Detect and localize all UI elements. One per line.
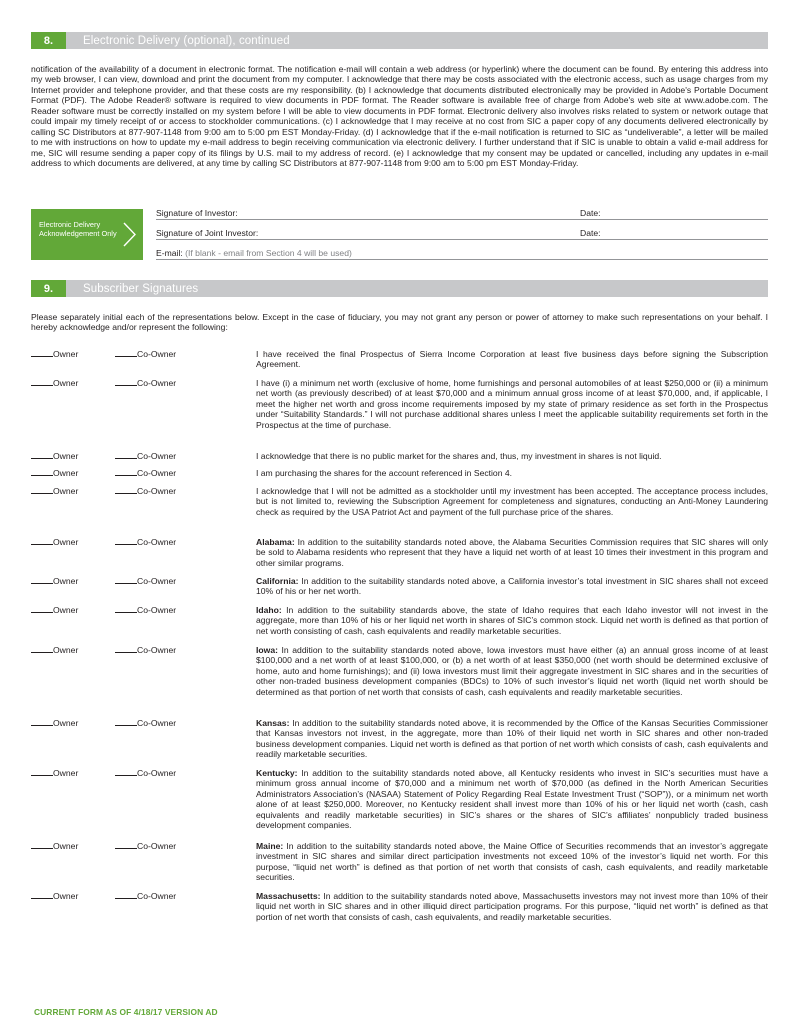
owner-initial-blank[interactable] (31, 768, 53, 776)
coowner-label: Co-Owner (137, 451, 177, 461)
representation-text (256, 349, 768, 370)
coowner-initial-blank[interactable] (115, 605, 137, 613)
representation-body: I acknowledge that there is no public market for the shares and, thus, my investment in shares is not liquid. (256, 451, 662, 461)
coowner-initial-field[interactable] (115, 378, 176, 388)
investor-date-label: Date: (580, 208, 601, 218)
owner-initial-field[interactable] (31, 349, 78, 359)
representation-text (256, 891, 768, 922)
coowner-initial-blank[interactable] (115, 768, 137, 776)
email-hint: (If blank - email from Section 4 will be used) (185, 248, 352, 258)
owner-initial-field[interactable] (31, 451, 78, 461)
coowner-initial-field[interactable] (115, 768, 176, 778)
section-9-header (31, 280, 768, 297)
coowner-initial-field[interactable] (115, 349, 176, 359)
owner-initial-blank[interactable] (31, 605, 53, 613)
state-name: California: (256, 576, 299, 586)
owner-initial-blank[interactable] (31, 891, 53, 899)
section-8-number: 8. (31, 32, 66, 49)
coowner-label: Co-Owner (137, 891, 177, 901)
representation-text (256, 841, 768, 883)
representation-text (256, 605, 768, 636)
owner-initial-field[interactable] (31, 378, 78, 388)
owner-initial-blank[interactable] (31, 486, 53, 494)
email-label: E-mail: (156, 248, 183, 258)
representation-body: In addition to the suitability standards noted above, Massachusetts investors may not invest more than 10% of their liquid net worth in SIC shares and in other illiquid direct participation programs. For this purpose, “liquid net worth” is defined as that portion of net worth that consists of cash, cash equivalents, and readily marketable securities. (256, 891, 769, 922)
owner-label: Owner (53, 768, 79, 778)
section-8-header (31, 32, 768, 49)
section-8-title: Electronic Delivery (optional), continued (83, 34, 290, 47)
joint-date-label: Date: (580, 228, 601, 238)
owner-label: Owner (53, 468, 79, 478)
coowner-label: Co-Owner (137, 841, 177, 851)
owner-initial-field[interactable] (31, 537, 78, 547)
owner-initial-blank[interactable] (31, 537, 53, 545)
state-name: Idaho: (256, 605, 282, 615)
representation-text (256, 576, 768, 597)
coowner-initial-field[interactable] (115, 537, 176, 547)
owner-initial-blank[interactable] (31, 468, 53, 476)
investor-signature-label: Signature of Investor: (156, 208, 238, 218)
coowner-initial-blank[interactable] (115, 841, 137, 849)
owner-initial-field[interactable] (31, 486, 78, 496)
coowner-initial-field[interactable] (115, 486, 176, 496)
coowner-initial-blank[interactable] (115, 645, 137, 653)
representation-body: In addition to the suitability standards noted above, Iowa investors must have either (a) an annual gross income of at least $100,000 and a net worth of at least $100,000, or (b) a net worth of at least $350,000 (net worth should be determined exclusive of home, auto and home furnishings); and (ii) Iowa investors must limit their aggregate investment in SIC shares and in the securities of other non-traded business development companies (BDCs) to 10% of such investor’s liquid net worth (liquid net worth should be determined as that portion of net worth that consists of cash, cash equivalents and readily marketable securities. (256, 645, 768, 697)
electronic-delivery-text: notification of the availability of a document in electronic format. The notification e-mail will contain a web address (or hyperlink) where the document can be found. By entering this address into my web browser, I can view, download and print the document from my computer. I acknowledge that there may be costs associated with the electronic access, such as usage charges from my Internet provider and telephone provider, and that these costs are my responsibility. (b) I acknowledge that documents distributed electronically may be provided in Adobe's Portable Document Format (PDF). The Adobe Reader® software is required to view documents in PDF format. The Reader software is available free of charge from Adobe's web site at www.adobe.com. The Reader software must be correctly installed on my system before I will be able to view documents in PDF format. Electronic delivery also involves risks related to system or network outage that could impair my timely receipt of or access to stockholder communications. (c) I acknowledge that I may receive at no cost from SIC a paper copy of any documents delivered electronically by calling SC Distributors at 877-907-1148 from 9:00 am to 5:00 pm EST Monday-Friday. (d) I acknowledge that if the e-mail notification is returned to SIC as “undeliverable”, a letter will be mailed to me with instructions on how to update my e-mail address to begin receiving communication via electronic delivery. I further understand that if SIC is unable to obtain a valid e-mail address for me, SIC will resume sending a paper copy of its filings by U.S. mail to my address of record. (e) I acknowledge that my consent may be updated or cancelled, including any updates in e-mail address to which documents are delivered, at any time by calling SC Distributors at 877-907-1148 from 9:00 am to 5:00 pm EST Monday-Friday. (31, 64, 768, 169)
section-9-title: Subscriber Signatures (83, 282, 199, 295)
owner-label: Owner (53, 537, 79, 547)
representation-body: I am purchasing the shares for the account referenced in Section 4. (256, 468, 513, 478)
representation-body: In addition to the suitability standards noted above, it is recommended by the Office of the Kansas Securities Commissioner that Kansas investors not invest, in the aggregate, more than 10% of their liquid net worth in SIC shares and other non-traded business development companies. Liquid net worth is defined as that portion of net worth which consists of cash, cash equivalents and readily marketable securities. (256, 718, 768, 760)
owner-initial-field[interactable] (31, 576, 78, 586)
state-name: Alabama: (256, 537, 295, 547)
joint-signature-label: Signature of Joint Investor: (156, 228, 259, 238)
representation-text (256, 768, 768, 831)
coowner-initial-field[interactable] (115, 605, 176, 615)
representation-body: I have received the final Prospectus of Sierra Income Corporation at least five business days before signing the Subscription Agreement. (256, 349, 768, 370)
coowner-initial-blank[interactable] (115, 718, 137, 726)
representation-text (256, 451, 768, 461)
joint-signature-line[interactable] (156, 228, 768, 240)
representation-body: In addition to the suitability standards above, the state of Idaho requires that each Idaho investor will not invest in the aggregate, more than 10% of his or her liquid net worth in shares of SIC’s common stock. Liquid net worth is defined as that portion of net worth consisting of cash, cash equivalents and readily marketable securities. (256, 605, 768, 636)
owner-label: Owner (53, 378, 79, 388)
coowner-initial-blank[interactable] (115, 891, 137, 899)
coowner-initial-blank[interactable] (115, 451, 137, 459)
coowner-label: Co-Owner (137, 486, 177, 496)
representation-body: In addition to the suitability standards noted above, the Alabama Securities Commission requires that SIC shares will only be sold to Alabama residents who represent that they have a liquid net worth of at least 10 times their investment in this program and other similar programs. (256, 537, 769, 568)
owner-label: Owner (53, 486, 79, 496)
owner-initial-blank[interactable] (31, 349, 53, 357)
section-9-number: 9. (31, 280, 66, 297)
coowner-initial-field[interactable] (115, 891, 176, 901)
investor-signature-line[interactable] (156, 208, 768, 220)
owner-initial-field[interactable] (31, 645, 78, 655)
owner-initial-field[interactable] (31, 718, 78, 728)
representation-body: In addition to the suitability standards noted above, a California investor’s total investment in SIC shares shall not exceed 10% of his or her net worth. (256, 576, 769, 597)
owner-initial-blank[interactable] (31, 378, 53, 386)
coowner-label: Co-Owner (137, 468, 177, 478)
coowner-initial-blank[interactable] (115, 537, 137, 545)
owner-label: Owner (53, 718, 79, 728)
representation-body: In addition to the suitability standards noted above, all Kentucky residents who invest in SIC’s securities must have a minimum gross annual income of $70,000 and a minimum net worth of $70,000 (as defined in the North American Securities Administrators Association’s (NASAA) Statement of Policy Regarding Real Estate Investment Trust (“SOP”)), or a minimum net worth alone of at least $250,000. Moreover, no Kentucky resident shall invest more than 10% of his or her liquid net worth (cash, cash equivalents and readily marketable securities) in SIC’s shares or the shares of SIC’s affiliates’ nonpublicly traded business development companies. (256, 768, 768, 831)
representation-text (256, 378, 768, 430)
coowner-initial-blank[interactable] (115, 378, 137, 386)
coowner-label: Co-Owner (137, 645, 177, 655)
owner-initial-field[interactable] (31, 768, 78, 778)
representation-text (256, 468, 768, 478)
chevron-right-icon (121, 221, 138, 248)
email-line[interactable] (156, 248, 768, 260)
coowner-initial-field[interactable] (115, 468, 176, 478)
acknowledgement-label: Electronic Delivery Acknowledgement Only (39, 220, 117, 238)
coowner-label: Co-Owner (137, 576, 177, 586)
owner-initial-field[interactable] (31, 468, 78, 478)
owner-initial-field[interactable] (31, 891, 78, 901)
representation-body: In addition to the suitability standards noted above, the Maine Office of Securities recommends that an investor’s aggregate investment in SIC shares and similar direct participation investments not exceed 10% of the investor’s liquid net worth. For this purpose, “liquid net worth” is defined as that portion of net worth that consists of cash, cash equivalents, and readily marketable securities. (256, 841, 768, 883)
owner-label: Owner (53, 891, 79, 901)
coowner-initial-field[interactable] (115, 841, 176, 851)
owner-label: Owner (53, 576, 79, 586)
owner-initial-field[interactable] (31, 841, 78, 851)
owner-initial-blank[interactable] (31, 576, 53, 584)
owner-label: Owner (53, 645, 79, 655)
representation-body: I have (i) a minimum net worth (exclusive of home, home furnishings and personal automobiles of at least $250,000 or (ii) a minimum net worth (as previously described) of at least $70,000 and a minimum annual gross income of at least $70,000, and, if applicable, I meet the higher net worth and gross income requirements imposed by my state of primary residence as set forth in the Prospectus under “Suitability Standards.” I will not purchase additional shares unless I meet the applicable suitability requirements set forth in the Prospectus at the time of purchase. (256, 378, 768, 430)
owner-initial-blank[interactable] (31, 451, 53, 459)
representation-text (256, 645, 768, 697)
coowner-initial-blank[interactable] (115, 576, 137, 584)
owner-label: Owner (53, 605, 79, 615)
owner-initial-field[interactable] (31, 605, 78, 615)
coowner-initial-field[interactable] (115, 576, 176, 586)
owner-initial-blank[interactable] (31, 718, 53, 726)
owner-label: Owner (53, 451, 79, 461)
coowner-initial-field[interactable] (115, 645, 176, 655)
representation-text (256, 537, 768, 568)
form-version-footer: CURRENT FORM AS OF 4/18/17 VERSION AD (34, 1007, 218, 1017)
coowner-label: Co-Owner (137, 349, 177, 359)
representation-body: I acknowledge that I will not be admitted as a stockholder until my investment has been accepted. The acceptance process includes, but is not limited to, reviewing the Subscription Agreement for completeness and signatures, conducting an Anti-Money Laundering check as required by the USA Patriot Act and payment of the full purchase price of the shares. (256, 486, 768, 517)
owner-initial-blank[interactable] (31, 841, 53, 849)
coowner-label: Co-Owner (137, 378, 177, 388)
state-name: Iowa: (256, 645, 278, 655)
coowner-label: Co-Owner (137, 605, 177, 615)
coowner-initial-field[interactable] (115, 718, 176, 728)
coowner-initial-blank[interactable] (115, 468, 137, 476)
state-name: Kentucky: (256, 768, 298, 778)
coowner-label: Co-Owner (137, 718, 177, 728)
subscriber-intro-text: Please separately initial each of the representations below. Except in the case of fiduciary, you may not grant any person or power of attorney to make such representations on your behalf. I hereby acknowledge and/or represent the following: (31, 312, 768, 333)
state-name: Maine: (256, 841, 284, 851)
owner-label: Owner (53, 349, 79, 359)
owner-label: Owner (53, 841, 79, 851)
state-name: Kansas: (256, 718, 290, 728)
coowner-initial-field[interactable] (115, 451, 176, 461)
coowner-label: Co-Owner (137, 537, 177, 547)
representation-text (256, 486, 768, 517)
state-name: Massachusetts: (256, 891, 321, 901)
owner-initial-blank[interactable] (31, 645, 53, 653)
coowner-label: Co-Owner (137, 768, 177, 778)
representation-text (256, 718, 768, 760)
coowner-initial-blank[interactable] (115, 349, 137, 357)
coowner-initial-blank[interactable] (115, 486, 137, 494)
